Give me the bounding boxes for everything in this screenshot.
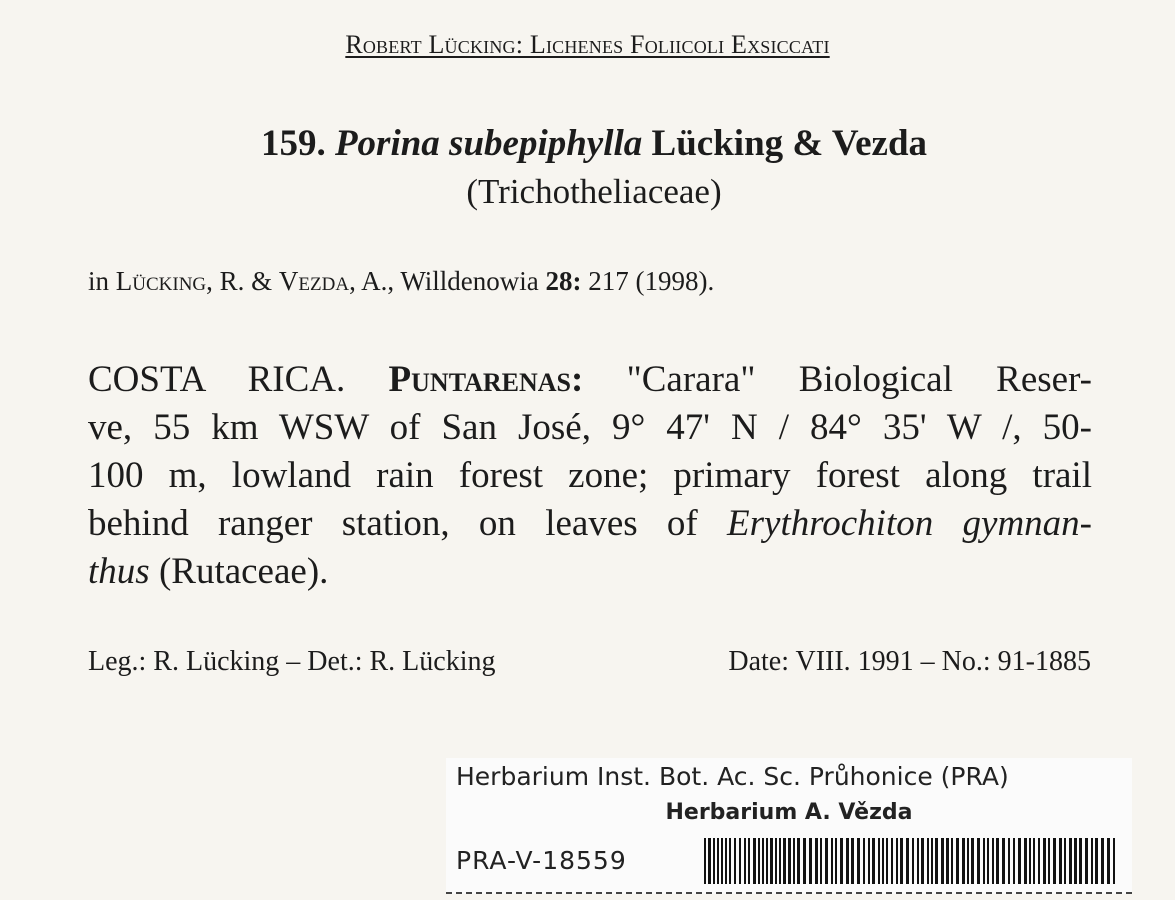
locality-line-2: ve, 55 km WSW of San José, 9° 47' N / 84° 35' W /, 50- xyxy=(88,407,1092,448)
locality-text xyxy=(88,356,1092,596)
citation-journal: , A., Willdenowia xyxy=(349,266,546,296)
stamp-dashed-border xyxy=(446,892,1132,894)
locality-province: Puntarenas: xyxy=(388,359,584,400)
literature-citation xyxy=(88,266,714,297)
collector-determiner: Leg.: R. Lücking – Det.: R. Lücking xyxy=(88,646,496,677)
family-name: (Trichotheliaceae) xyxy=(466,172,722,211)
taxon-title xyxy=(0,122,1175,165)
locality-line-4 xyxy=(88,500,1092,548)
citation-volume: 28: xyxy=(545,266,582,296)
citation-author2: Vezda xyxy=(278,266,350,296)
locality-country: COSTA RICA. xyxy=(88,359,346,400)
specimen-id: PRA-V-18559 xyxy=(456,846,627,875)
collection-footer xyxy=(88,646,1091,678)
host-genus: Erythrochiton gymnan- xyxy=(727,503,1092,544)
locality-line1-rest: "Carara" Biological Reser- xyxy=(626,359,1092,400)
species-author: Lücking & Vezda xyxy=(651,123,928,164)
series-title: Robert Lücking: Lichenes Foliicoli Exsiccati xyxy=(345,30,830,59)
locality-line-3: 100 m, lowland rain forest zone; primary forest along trail xyxy=(88,455,1092,496)
citation-author1-initial: , R. & xyxy=(206,266,279,296)
locality-line4-start: behind ranger station, on leaves of xyxy=(88,503,728,544)
exsiccata-number: 159. xyxy=(260,123,326,164)
herbarium-stamp xyxy=(446,758,1132,894)
institution-name: Herbarium Inst. Bot. Ac. Sc. Průhonice (PRA) xyxy=(456,762,1009,791)
barcode-image xyxy=(704,838,1116,884)
collection-name: Herbarium A. Vězda xyxy=(665,800,913,825)
locality-line-1 xyxy=(88,356,1092,404)
host-family: (Rutaceae). xyxy=(149,551,329,592)
citation-author1: Lücking xyxy=(115,266,207,296)
locality-line-5 xyxy=(88,548,1092,596)
host-epithet-end: thus xyxy=(88,551,150,592)
series-header xyxy=(0,30,1175,60)
citation-prefix: in xyxy=(88,266,110,296)
date-number: Date: VIII. 1991 – No.: 91-1885 xyxy=(728,646,1091,677)
species-name: Porina subepiphylla xyxy=(334,123,643,164)
citation-pages-year: 217 (1998). xyxy=(581,266,715,296)
